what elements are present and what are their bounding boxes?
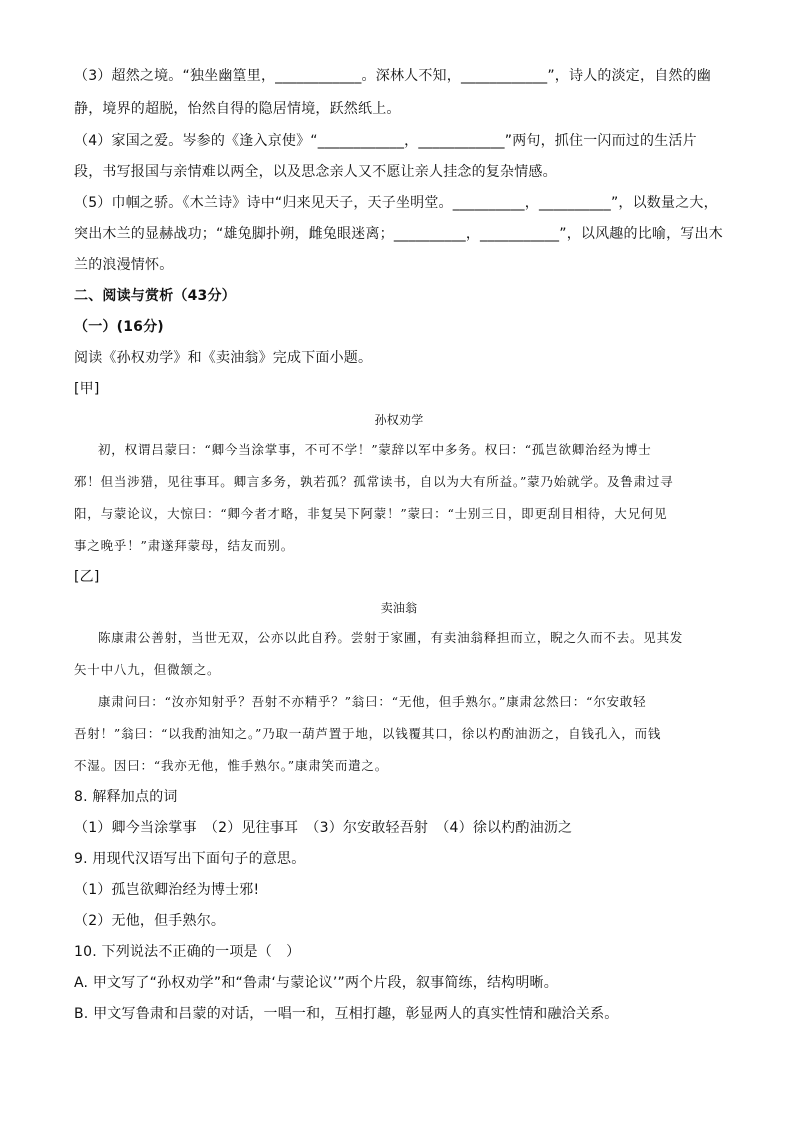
section-heading-reading: 二、阅读与赏析（43分） [74, 288, 236, 304]
text-label-jia: [甲] [74, 381, 100, 397]
passage-title-sun-quan: 孙权劝学 [374, 413, 424, 427]
question-9: 9. 用现代汉语写出下面句子的意思。 [74, 851, 306, 867]
passage-2-line-3: 康肃问曰：“汝亦知射乎？吾射不亦精乎？”翁曰：“无他，但手熟尔。”康肃忿然曰：“尔安敢轻 [98, 694, 647, 709]
text-label-yi: [乙] [74, 569, 100, 585]
passage-1-line-3: 阳，与蒙论议，大惊曰：“卿今者才略，非复吴下阿蒙！”蒙曰：“士别三日，即更刮目相待，大兄何见 [74, 506, 668, 521]
passage-1-line-4: 事之晚乎！”肃遂拜蒙母，结友而别。 [74, 538, 294, 553]
question-9-item-2: （2）无他，但手熟尔。 [74, 913, 226, 929]
passage-2-line-4: 吾射！”翁曰：“以我酌油知之。”乃取一葫芦置于地，以钱覆其口，徐以杓酌油沥之，自钱孔入，而钱 [74, 726, 662, 741]
reading-instruction: 阅读《孙权劝学》和《卖油翁》完成下面小题。 [74, 350, 373, 366]
passage-2-line-2: 矢十中八九，但微颔之。 [74, 662, 221, 677]
fill-blank-item-3-line-1: （3）超然之境。“独坐幽篁里，____________。深林人不知，____________”，诗人的淡定，自然的幽 [74, 68, 712, 84]
fill-blank-item-5-line-2: 突出木兰的显赫战功；“雄兔脚扑朔，雌兔眼迷离；__________，___________”，以风趣的比喻，写出木 [74, 226, 723, 242]
question-10-option-a: A. 甲文写了“孙权劝学”和“鲁肃‘与蒙论议’”两个片段，叙事简练，结构明晰。 [74, 975, 558, 991]
passage-2-line-5: 不湿。因曰：“我亦无他，惟手熟尔。”康肃笑而遣之。 [74, 758, 389, 773]
part-heading-1: （一）(16分) [74, 319, 164, 335]
passage-title-oil-seller: 卖油翁 [380, 601, 418, 615]
passage-2-line-1: 陈康肃公善射，当世无双，公亦以此自矜。尝射于家圃，有卖油翁释担而立，睨之久而不去。见其发 [98, 630, 684, 645]
fill-blank-item-3-line-2: 静，境界的超脱，怡然自得的隐居情境，跃然纸上。 [74, 101, 401, 117]
question-9-item-1: （1）孤岂欲卿治经为博士邪! [74, 882, 260, 898]
passage-1-line-2: 邪！但当涉猎，见往事耳。卿言多务，孰若孤？孤常读书，自以为大有所益。”蒙乃始就学。及鲁肃过寻 [74, 474, 674, 489]
fill-blank-item-5-line-3: 兰的浪漫情怀。 [74, 257, 174, 273]
fill-blank-item-4-line-2: 段，书写报国与亲情难以两全，以及思念亲人又不愿让亲人挂念的复杂情感。 [74, 164, 557, 180]
question-8-items: （1）卿今当涂掌事 （2）见往事耳 （3）尔安敢轻吾射 （4）徐以杓酌油沥之 [74, 820, 573, 836]
passage-1-line-1: 初，权谓吕蒙曰：“卿今当涂掌事，不可不学！”蒙辞以军中多务。权曰：“孤岂欲卿治经为博士 [98, 442, 652, 457]
question-10: 10. 下列说法不正确的一项是（ ） [74, 944, 301, 960]
question-10-option-b: B. 甲文写鲁肃和吕蒙的对话，一唱一和，互相打趣，彰显两人的真实性情和融洽关系。 [74, 1006, 619, 1022]
fill-blank-item-5-line-1: （5）巾帼之骄。《木兰诗》诗中“归来见天子，天子坐明堂。__________，__________”，以数量之大， [74, 195, 718, 211]
question-8: 8. 解释加点的词 [74, 789, 178, 805]
fill-blank-item-4-line-1: （4）家国之爱。岑参的《逢入京使》“____________，____________”两句，抓住一闪而过的生活片 [74, 133, 697, 149]
